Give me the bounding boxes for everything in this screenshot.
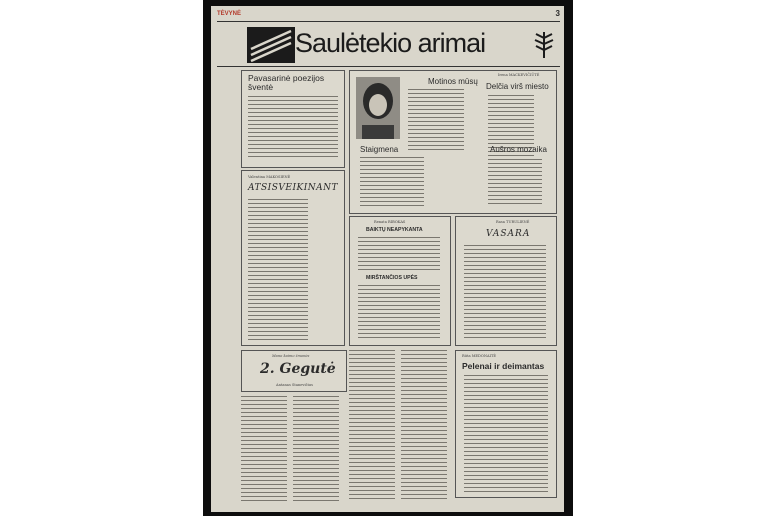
- article-vasara: [455, 216, 557, 346]
- poem-title: BAIKTŲ NEAPYKANTA: [366, 227, 423, 233]
- article-body: [248, 96, 338, 160]
- story-body: [241, 396, 287, 504]
- poem-title: MIRŠTANČIOS UPĖS: [366, 275, 418, 281]
- page-header: [217, 9, 560, 21]
- article-author: Valentina MAKOSIENĖ: [248, 175, 291, 179]
- article-baiktu-neapykanta: [349, 216, 451, 346]
- header-rule: [217, 21, 560, 22]
- article-title: ATSISVEIKINANT: [248, 183, 339, 193]
- article-author: Renata RIBOKAS: [374, 220, 406, 224]
- article-poetry-festival: [241, 70, 345, 168]
- section-label: TĖVYNĖ: [217, 11, 242, 17]
- sunrise-logo-icon: [247, 27, 295, 63]
- poem-body: [464, 245, 546, 341]
- story-body: [349, 350, 395, 502]
- poem-body: [488, 159, 542, 207]
- article-title: Pavasarinė poezijos šventė: [248, 73, 325, 92]
- story-kicker: Mano kaimo žmonės: [272, 354, 310, 358]
- column-title: Saulėtekio arimai: [295, 28, 486, 58]
- poem-title: Delčia virš miesto: [486, 82, 549, 91]
- poem-title: Staigmena: [360, 145, 399, 154]
- poem-title: Motinos mūsų: [428, 77, 478, 86]
- article-author: Rasa TURULIENĖ: [496, 220, 530, 224]
- newspaper-page: [211, 6, 564, 512]
- article-atsisveikinant: [241, 170, 345, 346]
- story-title: 2. Gegutė: [260, 361, 336, 377]
- article-author: Rūta MEDONAITĖ: [462, 354, 497, 358]
- column-banner: [247, 26, 557, 64]
- poem-body: [248, 199, 308, 343]
- poem-title: Aušros mozaika: [490, 145, 547, 154]
- poem-body: [358, 285, 440, 341]
- poem-body: [358, 237, 440, 273]
- poem-body: [464, 375, 548, 495]
- story-body: [293, 396, 339, 504]
- poem-body: [408, 89, 464, 153]
- article-title: Pelenai ir deimantas: [462, 361, 545, 371]
- article-motinos-musu: [349, 70, 557, 214]
- portrait-photo: [356, 77, 400, 139]
- article-title: VASARA: [486, 229, 531, 239]
- story-heading-box: [241, 350, 347, 392]
- page-number: 3: [555, 9, 560, 18]
- leaf-ornament-icon: [532, 30, 556, 60]
- poem-body: [360, 157, 424, 209]
- story-author: Antanas Stanevičius: [276, 383, 313, 387]
- portrait-image: [356, 77, 400, 139]
- poem-author: Irena MACKEVIČIŪTĖ: [498, 73, 540, 77]
- story-body: [401, 350, 447, 502]
- banner-rule: [217, 66, 560, 67]
- article-pelenai-ir-deimantas: [455, 350, 557, 498]
